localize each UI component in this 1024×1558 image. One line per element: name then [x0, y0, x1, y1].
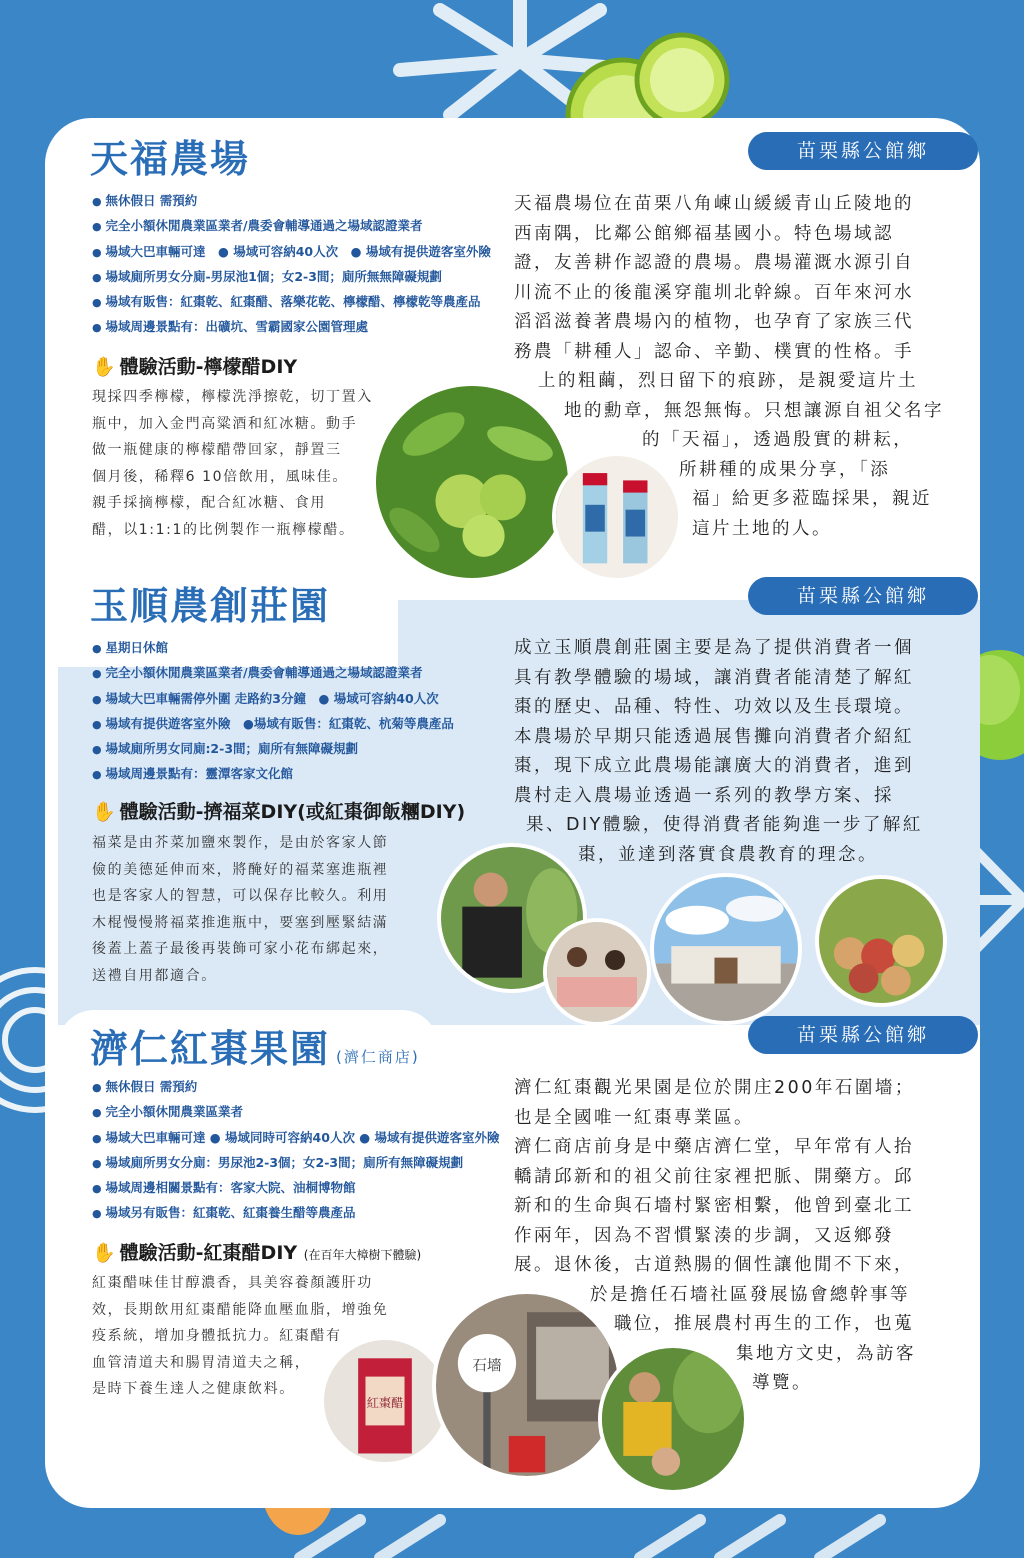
bottle-label: 紅棗醋 [366, 1396, 404, 1411]
farm-description: 天福農場位在苗栗八角崠山緩緩青山丘陵地的 西南隅，比鄰公館鄉福基國小。特色場域認 證，友善耕作認證的農場。農場灌溉水源引自 川流不止的後龍溪穿龍圳北幹線。百年來河水 滔滔滋養著農場內的植物，也孕育了家族三代 務農「耕種人」認命、辛勤、樸實的性格。手 上的粗繭，烈日留下的痕跡，是親愛這片土 地的勳章，無怨無悔。只想讓源自祖父名字 的「天福」，透過殷實的耕耘， 所耕種的成果分享，「添 福」給更多蒞臨採果，親近 這片土地的人。 [514, 194, 944, 539]
list-item: ● 場域周邊相關景點有：客家大院、油桐博物館 [92, 1175, 500, 1200]
fact-list [92, 635, 454, 787]
fact-list [92, 188, 491, 340]
list-item: ● 完全小額休閒農業區業者/農委會輔導通過之場域認證業者 [92, 213, 491, 238]
page-subtitle: (濟仁商店) [336, 1048, 420, 1066]
page-title: 天福農場 [90, 136, 251, 181]
jujube-fruit-photo [815, 875, 947, 1007]
fact-list [92, 1074, 500, 1226]
list-item: ● 場域大巴車輛可達 ● 場域同時可容納40人次 ● 場域有提供遊客室外險 [92, 1125, 500, 1150]
page-title: 濟仁紅棗果園 (濟仁商店) [90, 1026, 420, 1071]
workshop-photo [543, 918, 651, 1026]
vinegar-box-photo [320, 1336, 450, 1466]
activity-description: 紅棗醋味佳甘醇濃香，具美容養顏護肝功 效，長期飲用紅棗醋能降血壓血脂，增強免 疫系統，增加身體抵抗力。紅棗醋有 血管清道夫和腸胃清道夫之稱， 是時下養生達人之健康飲料。 [92, 1275, 389, 1397]
activity-description: 福菜是由芥菜加鹽來製作，是由於客家人節 儉的美德延伸而來，將醃好的福菜塞進瓶裡 也是客家人的智慧，可以保存比較久。利用 木棍慢慢將福菜推進瓶中，要塞到壓緊結滿 後蓋上蓋子最後再裝飾可家小花布綁起來， 送禮自用都適合。 [92, 835, 389, 984]
list-item: ● 完全小額休閒農業區業者/農委會輔導通過之場域認證業者 [92, 660, 454, 685]
hand-icon: ✋ [92, 801, 116, 823]
sign-label: 石墻 [472, 1357, 502, 1375]
activity-heading: ✋ 體驗活動-紅棗醋DIY (在百年大樟樹下體驗) [92, 1242, 422, 1264]
list-item: ● 無休假日 需預約 [92, 1074, 500, 1099]
list-item: ● 完全小額休閒農業區業者 [92, 1099, 500, 1124]
farm-description: 濟仁紅棗觀光果園是位於開庄200年石圍墻； 也是全國唯一紅棗專業區。 濟仁商店前身是中藥店濟仁堂，早年常有人抬 轎請邱新和的祖父前往家裡把脈、開藥方。邱 新和的生命與石墻村緊密相繫，他曾到臺北工 作兩年，因為不習慣緊湊的步調，又返鄉發 展。退休後，古道熱腸的個性讓他閒不下來， 於是擔任石墻社區發展協會總幹事等 職位，推展農村再生的工作，也蒐 集地方文史，為訪客 導覽。 [514, 1078, 916, 1393]
list-item: ● 場域有提供遊客室外險 ●場域有販售：紅棗乾、杭菊等農產品 [92, 711, 454, 736]
activity-heading: ✋ 體驗活動-檸檬醋DIY [92, 356, 298, 378]
activity-heading: ✋ 體驗活動-擠福菜DIY(或紅棗御飯糰DIY) [92, 801, 466, 823]
list-item: ● 場域有販售：紅棗乾、紅棗醋、落樂花乾、檸檬醋、檸檬乾等農產品 [92, 289, 491, 314]
list-item: ● 場域另有販售：紅棗乾、紅棗養生醋等農產品 [92, 1200, 500, 1225]
building-photo [650, 873, 802, 1025]
location-badge: 苗栗縣公館鄉 [748, 577, 978, 615]
location-badge: 苗栗縣公館鄉 [748, 1016, 978, 1054]
hand-icon: ✋ [92, 1242, 116, 1264]
harvest-photo [598, 1344, 748, 1494]
activity-description: 現採四季檸檬，檸檬洗淨擦乾，切丁置入 瓶中，加入金門高粱酒和紅冰糖。動手 做一瓶健康的檸檬醋帶回家，靜置三 個月後，稀釋6 10倍飲用，風味佳。 親手採摘檸檬，配合紅冰糖、食用 醋，以1:1:1的比例製作一瓶檸檬醋。 [92, 389, 373, 538]
list-item: ● 星期日休館 [92, 635, 454, 660]
farm-description: 成立玉順農創莊園主要是為了提供消費者一個 具有教學體驗的場域，讓消費者能清楚了解紅 棗的歷史、品種、特性、功效以及生長環境。 本農場於早期只能透過展售攤向消費者介紹紅 棗，現下成立此農場能讓廣大的消費者，進到 農村走入農場並透過一系列的教學方案、採 果、DIY體驗，使得消費者能夠進一步了解紅 棗，並達到落實食農教育的理念。 [514, 638, 923, 865]
list-item: ● 場域廁所男女同廁:2-3間；廁所有無障礙規劃 [92, 736, 454, 761]
page-title: 玉順農創莊園 [90, 583, 331, 628]
location-badge: 苗栗縣公館鄉 [748, 132, 978, 170]
lemon-tree-photo [372, 382, 572, 582]
shop-front-photo [432, 1290, 622, 1480]
list-item: ● 場域廁所男女分廁：男尿池2-3個；女2-3間；廁所有無障礙規劃 [92, 1150, 500, 1175]
list-item: ● 場域大巴車輛可達 ● 場域可容納40人次 ● 場域有提供遊客室外險 [92, 239, 491, 264]
vinegar-bottle-photo [552, 452, 682, 582]
list-item: ● 場域周邊景點有：靈潭客家文化館 [92, 761, 454, 786]
list-item: ● 場域廁所男女分廁-男尿池1個；女2-3間；廁所無無障礙規劃 [92, 264, 491, 289]
list-item: ● 無休假日 需預約 [92, 188, 491, 213]
list-item: ● 場域周邊景點有：出礦坑、雪霸國家公園管理處 [92, 314, 491, 339]
list-item: ● 場域大巴車輛需停外圍 走路約3分鐘 ● 場域可容納40人次 [92, 686, 454, 711]
hand-icon: ✋ [92, 356, 116, 378]
activity-note: (在百年大樟樹下體驗) [303, 1248, 422, 1262]
